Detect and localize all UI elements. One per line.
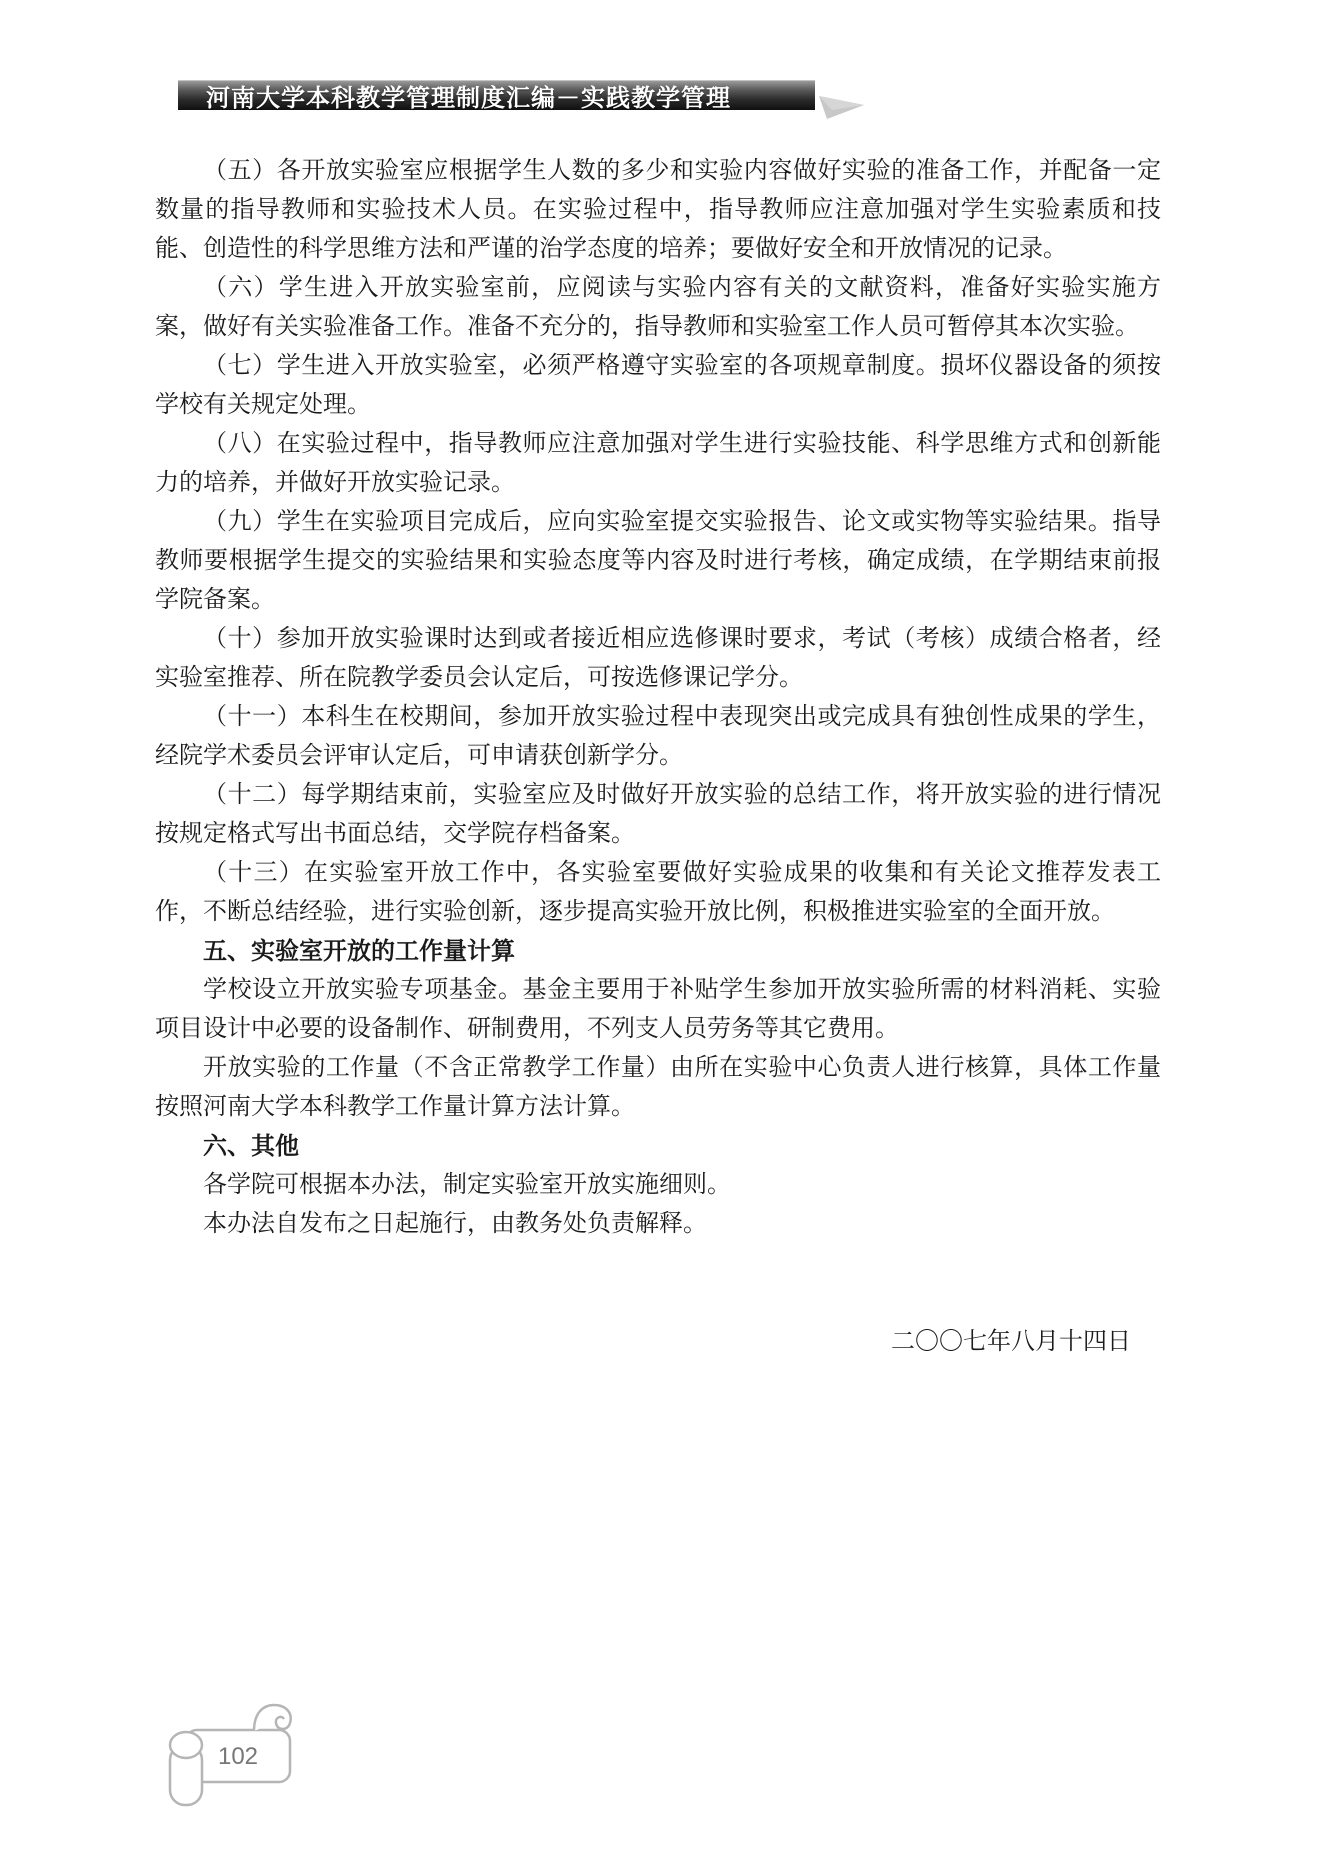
body-paragraph: （七）学生进入开放实验室，必须严格遵守实验室的各项规章制度。损坏仪器设备的须按学校有关规定处理。 — [155, 353, 1161, 418]
header-title: 河南大学本科教学管理制度汇编－实践教学管理 — [206, 86, 731, 112]
header-banner — [178, 80, 815, 110]
document-date: 二〇〇七年八月十四日 — [891, 1329, 1131, 1355]
body-paragraph: （八）在实验过程中，指导教师应注意加强对学生进行实验技能、科学思维方式和创新能力的培养，并做好开放实验记录。 — [155, 431, 1161, 496]
arrow-flag-icon — [818, 92, 866, 125]
body-paragraph: （十）参加开放实验课时达到或者接近相应选修课时要求，考试（考核）成绩合格者，经实验室推荐、所在院教学委员会认定后，可按选修课记学分。 — [155, 626, 1161, 691]
body-paragraph: （六）学生进入开放实验室前，应阅读与实验内容有关的文献资料，准备好实验实施方案，做好有关实验准备工作。准备不充分的，指导教师和实验室工作人员可暂停其本次实验。 — [155, 275, 1161, 340]
body-paragraph: （十三）在实验室开放工作中，各实验室要做好实验成果的收集和有关论文推荐发表工作，不断总结经验，进行实验创新，逐步提高实验开放比例，积极推进实验室的全面开放。 — [155, 860, 1161, 925]
body-paragraph: （十二）每学期结束前，实验室应及时做好开放实验的总结工作，将开放实验的进行情况按规定格式写出书面总结，交学院存档备案。 — [155, 782, 1161, 847]
body-paragraph: 开放实验的工作量（不含正常教学工作量）由所在实验中心负责人进行核算，具体工作量按照河南大学本科教学工作量计算方法计算。 — [155, 1055, 1161, 1120]
section-heading: 五、实验室开放的工作量计算 — [203, 938, 515, 965]
body-paragraph: 本办法自发布之日起施行，由教务处负责解释。 — [203, 1211, 707, 1237]
section-heading: 六、其他 — [203, 1133, 299, 1160]
body-paragraph: （九）学生在实验项目完成后，应向实验室提交实验报告、论文或实物等实验结果。指导教师要根据学生提交的实验结果和实验态度等内容及时进行考核，确定成绩，在学期结束前报学院备案。 — [155, 509, 1161, 613]
document-body-text — [155, 152, 1161, 1244]
body-paragraph: 学校设立开放实验专项基金。基金主要用于补贴学生参加开放实验所需的材料消耗、实验项目设计中必要的设备制作、研制费用，不列支人员劳务等其它费用。 — [155, 977, 1161, 1042]
page-number: 102 — [217, 1743, 259, 1770]
body-paragraph: （十一）本科生在校期间，参加开放实验过程中表现突出或完成具有独创性成果的学生，经院学术委员会评审认定后，可申请获创新学分。 — [155, 704, 1161, 769]
scroll-banner-icon — [150, 1700, 300, 1815]
body-paragraph: （五）各开放实验室应根据学生人数的多少和实验内容做好实验的准备工作，并配备一定数量的指导教师和实验技术人员。在实验过程中，指导教师应注意加强对学生实验素质和技能、创造性的科学思维方法和严谨的治学态度的培养；要做好安全和开放情况的记录。 — [155, 158, 1161, 262]
document-body — [155, 152, 1161, 1362]
body-paragraph: 各学院可根据本办法，制定实验室开放实施细则。 — [203, 1172, 731, 1198]
